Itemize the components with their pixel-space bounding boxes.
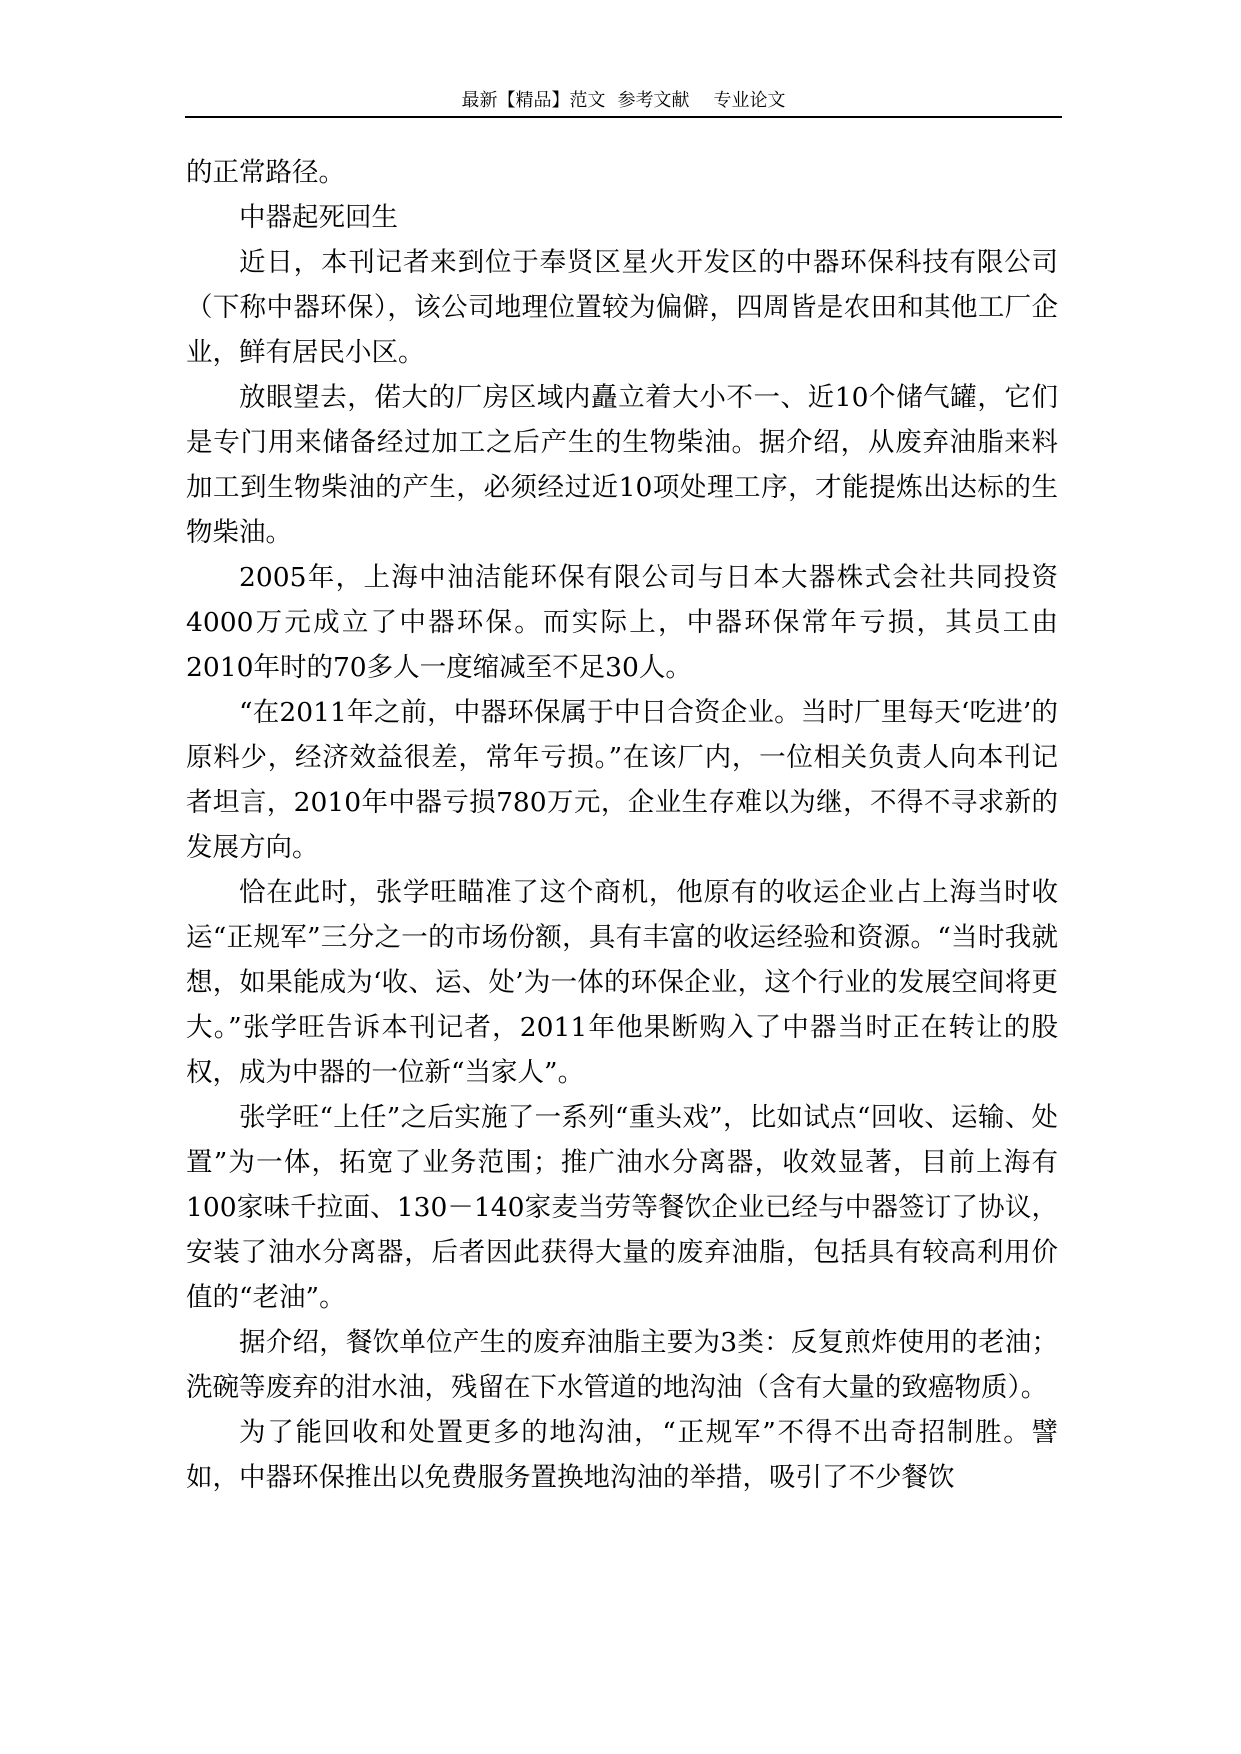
paragraph: 2005年，上海中油洁能环保有限公司与日本大器株式会社共同投资4000万元成立了中器环保。而实际上，中器环保常年亏损，其员工由2010年时的70多人一度缩减至不足30人。 (186, 562, 1058, 683)
paragraph: 据介绍，餐饮单位产生的废弃油脂主要为3类：反复煎炸使用的老油；洗碗等废弃的泔水油，残留在下水管道的地沟油（含有大量的致癌物质）。 (186, 1327, 1058, 1403)
section-heading: 中器起死回生 (239, 202, 398, 233)
header-label-left: 最新【精品】范文 (461, 90, 606, 111)
paragraph: “在2011年之前，中器环保属于中日合资企业。当时厂里每天‘吃进’的原料少，经济效益很差，常年亏损。”在该厂内，一位相关负责人向本刊记者坦言，2010年中器亏损780万元，企业生存难以为继，不得不寻求新的发展方向。 (186, 697, 1058, 863)
paragraph: 放眼望去，偌大的厂房区域内矗立着大小不一、近10个储气罐，它们是专门用来储备经过加工之后产生的生物柴油。据介绍，从废弃油脂来料加工到生物柴油的产生，必须经过近10项处理工序，才能提炼出达标的生物柴油。 (186, 382, 1058, 548)
paragraph: 恰在此时，张学旺瞄准了这个商机，他原有的收运企业占上海当时收运“正规军”三分之一的市场份额，具有丰富的收运经验和资源。“当时我就想，如果能成为‘收、运、处’为一体的环保企业，这个行业的发展空间将更大。”张学旺告诉本刊记者，2011年他果断购入了中器当时正在转让的股权，成为中器的一位新“当家人”。 (186, 877, 1058, 1088)
header-label-middle: 参考文献 (617, 90, 690, 111)
paragraph: 近日，本刊记者来到位于奉贤区星火开发区的中器环保科技有限公司（下称中器环保），该公司地理位置较为偏僻，四周皆是农田和其他工厂企业，鲜有居民小区。 (186, 247, 1058, 368)
paragraph: 张学旺“上任”之后实施了一系列“重头戏”，比如试点“回收、运输、处置”为一体，拓宽了业务范围；推广油水分离器，收效显著，目前上海有100家味千拉面、130－140家麦当劳等餐饮企业已经与中器签订了协议，安装了油水分离器，后者因此获得大量的废弃油脂，包括具有较高利用价值的“老油”。 (186, 1102, 1058, 1313)
paragraph-continuation: 的正常路径。 (186, 157, 345, 188)
paragraph: 为了能回收和处置更多的地沟油，“正规军”不得不出奇招制胜。譬如，中器环保推出以免费服务置换地沟油的举措，吸引了不少餐饮 (186, 1417, 1058, 1493)
article-body (186, 150, 1058, 1500)
page-header (185, 86, 1062, 118)
header-label-right: 专业论文 (713, 90, 786, 111)
